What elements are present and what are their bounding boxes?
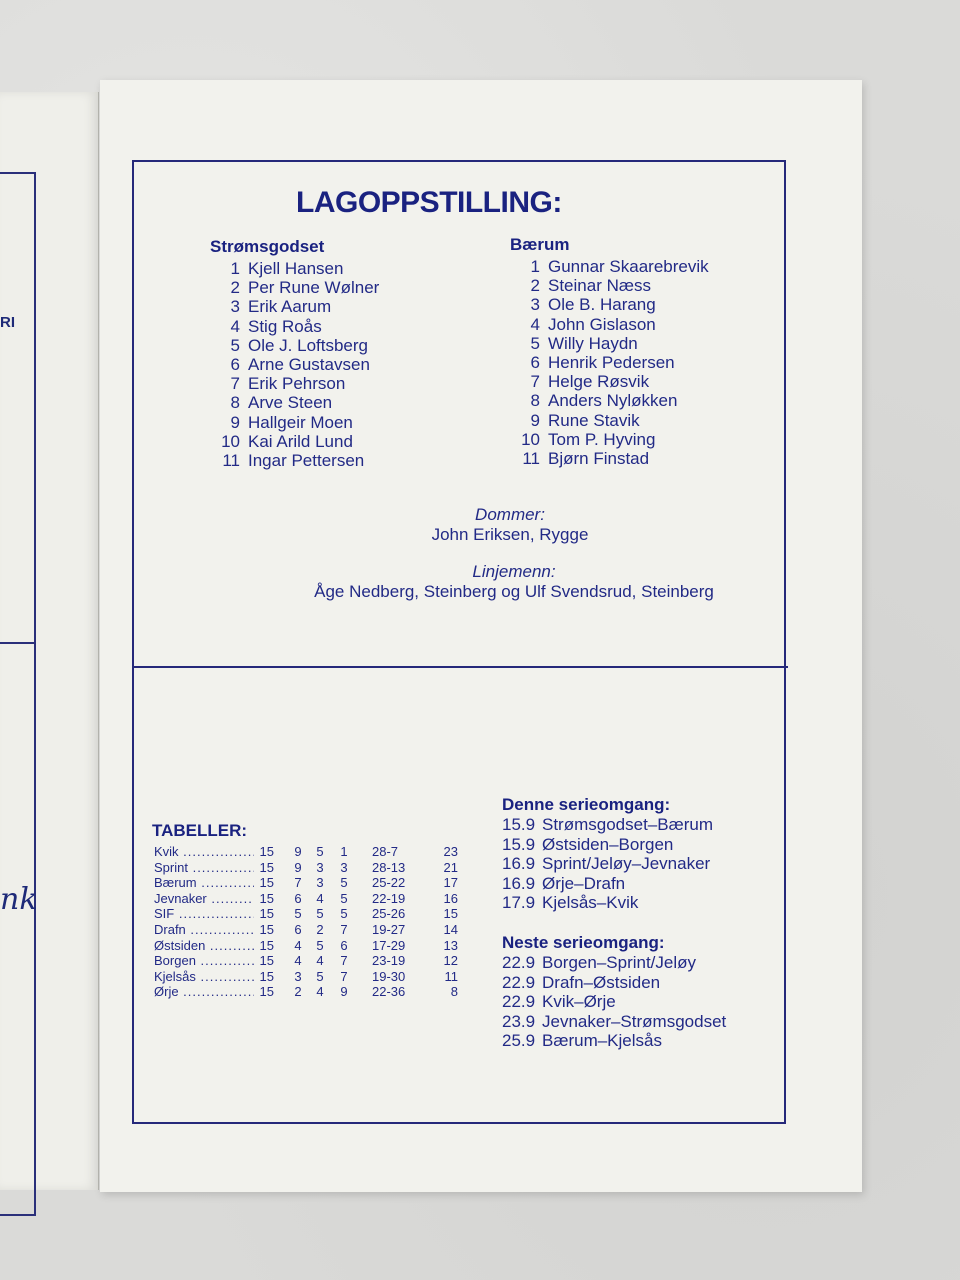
standings-draws: 5 — [316, 968, 324, 984]
standings-points: 17 — [443, 875, 458, 891]
player-name: Erik Pehrson — [248, 374, 346, 394]
standings-goals: 28-13 — [372, 859, 406, 875]
player-number: 7 — [530, 372, 540, 392]
standings-losses: 9 — [340, 984, 348, 1000]
standings-losses: 3 — [340, 859, 348, 875]
fixture-date: 25.9 — [502, 1031, 536, 1051]
fixture-date: 15.9 — [502, 834, 536, 854]
standings-team-name: Drafn — [154, 921, 186, 937]
away-player-row — [510, 372, 709, 391]
left-page — [0, 92, 99, 1190]
player-name: Stig Roås — [248, 316, 322, 336]
player-name: Gunnar Skaarebrevik — [548, 257, 709, 276]
standings-points: 13 — [443, 937, 458, 953]
fixture-row — [502, 953, 726, 973]
fixture-teams: Bærum–Kjelsås — [542, 1031, 662, 1051]
standings-draws: 4 — [316, 953, 324, 969]
player-number: 9 — [530, 410, 540, 430]
referee-block — [240, 505, 780, 545]
player-name: Per Rune Wølner — [248, 278, 380, 298]
left-page-fragment-text: RI — [0, 314, 15, 331]
standings-points: 12 — [443, 953, 458, 969]
standings-losses: 6 — [340, 937, 348, 953]
standings-wins: 4 — [294, 937, 302, 953]
standings-goals: 22-19 — [372, 890, 406, 906]
fixture-row — [502, 893, 713, 913]
standings-points: 23 — [443, 844, 458, 859]
standings-draws: 5 — [316, 906, 324, 922]
standings-draws: 3 — [316, 859, 324, 875]
player-number: 9 — [230, 412, 240, 432]
standings-wins: 9 — [294, 844, 302, 859]
standings-title: TABELLER: — [152, 821, 248, 840]
away-player-row — [510, 430, 709, 449]
standings-wins: 7 — [294, 875, 302, 891]
fixture-row — [502, 835, 713, 855]
player-name: Ole J. Loftsberg — [248, 335, 369, 355]
standings-team-name: Østsiden — [154, 937, 206, 953]
away-player-row — [510, 391, 709, 410]
standings-draws: 4 — [316, 984, 324, 1000]
referee-label: Dommer: — [475, 505, 545, 524]
standings-team-name: Bærum — [154, 875, 197, 891]
player-number: 6 — [530, 352, 540, 372]
player-name: Steinar Næss — [548, 276, 651, 296]
standings-team-name: Borgen — [154, 953, 196, 969]
player-number: 3 — [530, 295, 540, 315]
standings-losses: 5 — [340, 890, 348, 906]
fixture-date: 16.9 — [502, 854, 536, 874]
player-name: Arne Gustavsen — [248, 354, 370, 374]
standings-losses: 5 — [340, 875, 348, 891]
player-number: 5 — [230, 335, 240, 355]
standings-played: 15 — [254, 891, 274, 907]
player-number: 10 — [521, 429, 540, 449]
standings-played: 15 — [254, 875, 274, 891]
standings-played: 15 — [254, 969, 274, 985]
fixture-row — [502, 1031, 726, 1051]
player-number: 2 — [530, 276, 540, 296]
standings-wins: 6 — [294, 890, 302, 906]
player-number: 8 — [230, 393, 240, 413]
fixture-teams: Østsiden–Borgen — [542, 834, 674, 854]
standings-draws: 3 — [316, 875, 324, 891]
away-team-lineup — [510, 235, 709, 468]
standings-team-name: Jevnaker — [154, 890, 207, 906]
standings-goals: 19-30 — [372, 968, 406, 984]
fixture-date: 22.9 — [502, 972, 536, 992]
player-name: Helge Røsvik — [548, 372, 650, 392]
fixture-teams: Ørje–Drafn — [542, 873, 626, 893]
away-player-row — [510, 295, 709, 314]
standings-wins: 6 — [294, 921, 302, 937]
standings-points: 21 — [443, 859, 458, 875]
away-player-row — [510, 315, 709, 334]
linesmen-block — [244, 562, 784, 602]
fixture-teams: Kjelsås–Kvik — [542, 893, 639, 913]
player-number: 7 — [230, 374, 240, 394]
linesmen-label: Linjemenn: — [472, 562, 556, 581]
away-player-row — [510, 334, 709, 353]
fixture-row — [502, 973, 726, 993]
player-name: Kjell Hansen — [248, 259, 344, 278]
standings-goals: 17-29 — [372, 937, 406, 953]
away-player-row — [510, 257, 709, 276]
standings-goals: 23-19 — [372, 953, 406, 969]
standings-draws: 2 — [316, 921, 324, 937]
home-player-row — [210, 317, 379, 336]
fixture-teams: Borgen–Sprint/Jeløy — [542, 953, 697, 972]
standings-losses: 7 — [340, 921, 348, 937]
fixture-row — [502, 874, 713, 894]
player-name: Erik Aarum — [248, 297, 332, 317]
player-name: Tom P. Hyving — [548, 429, 656, 449]
standings-losses: 7 — [340, 953, 348, 969]
standings-wins: 9 — [294, 859, 302, 875]
standings-points: 8 — [450, 984, 458, 1000]
home-player-row — [210, 432, 379, 451]
fixture-row — [502, 854, 713, 874]
player-number: 3 — [230, 297, 240, 317]
next-round-title: Neste serieomgang: — [502, 933, 665, 952]
player-name: Bjørn Finstad — [548, 448, 650, 468]
left-page-divider — [0, 642, 34, 644]
standings-played: 15 — [254, 906, 274, 922]
standings-played: 15 — [254, 984, 274, 1000]
standings-team-name: Kjelsås — [154, 968, 196, 984]
player-number: 5 — [530, 333, 540, 353]
standings-goals: 25-22 — [372, 875, 406, 891]
home-player-row — [210, 451, 379, 470]
player-name: John Gislason — [548, 314, 656, 334]
fixture-date: 16.9 — [502, 873, 536, 893]
away-player-row — [510, 276, 709, 295]
player-number: 11 — [222, 450, 240, 470]
standings-wins: 3 — [294, 968, 302, 984]
this-round-fixtures — [502, 795, 713, 913]
player-name: Ingar Pettersen — [248, 450, 365, 470]
fixture-row — [502, 815, 713, 835]
standings-goals: 28-7 — [372, 844, 399, 859]
player-number: 6 — [230, 354, 240, 374]
away-player-row — [510, 353, 709, 372]
home-player-row — [210, 374, 379, 393]
player-number: 4 — [530, 314, 540, 334]
home-player-row — [210, 278, 379, 297]
standings-losses: 7 — [340, 968, 348, 984]
away-team-name: Bærum — [510, 235, 570, 254]
standings-goals: 25-26 — [372, 906, 406, 922]
player-name: Arve Steen — [248, 393, 333, 413]
player-number: 8 — [530, 391, 540, 411]
player-name: Anders Nyløkken — [548, 391, 678, 411]
page-title: LAGOPPSTILLING: — [296, 186, 562, 219]
standings-played: 15 — [254, 860, 274, 876]
player-name: Kai Arild Lund — [248, 431, 353, 451]
standings-goals: 19-27 — [372, 921, 406, 937]
standings-losses: 1 — [340, 844, 348, 859]
standings-points: 16 — [443, 890, 458, 906]
standings-team-name: Sprint — [154, 859, 188, 875]
home-player-row — [210, 297, 379, 316]
standings-draws: 4 — [316, 890, 324, 906]
fixture-teams: Jevnaker–Strømsgodset — [542, 1011, 727, 1031]
home-player-row — [210, 259, 379, 278]
standings-goals: 22-36 — [372, 984, 406, 1000]
referee-name: John Eriksen, Rygge — [431, 525, 589, 544]
fixture-date: 22.9 — [502, 992, 536, 1012]
home-player-list — [210, 259, 379, 470]
standings-losses: 5 — [340, 906, 348, 922]
player-number: 10 — [221, 431, 240, 451]
player-name: Henrik Pedersen — [548, 352, 675, 372]
player-number: 4 — [230, 316, 240, 336]
standings-played: 15 — [254, 953, 274, 969]
fixture-teams: Drafn–Østsiden — [542, 972, 661, 992]
standings-points: 15 — [443, 906, 458, 922]
fixture-teams: Strømsgodset–Bærum — [542, 815, 713, 834]
fixture-date: 23.9 — [502, 1011, 536, 1031]
player-number: 1 — [230, 259, 240, 278]
standings-draws: 5 — [316, 844, 324, 859]
player-number: 2 — [230, 278, 240, 298]
fixture-teams: Kvik–Ørje — [542, 992, 616, 1012]
home-team-lineup — [210, 237, 379, 470]
fixture-teams: Sprint/Jeløy–Jevnaker — [542, 854, 711, 874]
standings-team-name: Ørje — [154, 984, 179, 1000]
standings-team-name: Kvik — [154, 844, 179, 859]
home-player-row — [210, 413, 379, 432]
linesmen-names: Åge Nedberg, Steinberg og Ulf Svendsrud, Steinberg — [314, 582, 714, 601]
left-page-script-fragment: nk — [0, 882, 38, 917]
standings-team-name: SIF — [154, 906, 175, 922]
player-name: Willy Haydn — [548, 333, 638, 353]
player-number: 11 — [522, 448, 540, 468]
this-round-title: Denne serieomgang: — [502, 795, 671, 814]
standings-played: 15 — [254, 938, 274, 954]
away-player-row — [510, 449, 709, 468]
frame-divider — [132, 666, 788, 668]
standings-points: 11 — [444, 968, 458, 984]
standings-wins: 4 — [294, 953, 302, 969]
standings-played: 15 — [254, 844, 274, 860]
home-player-row — [210, 393, 379, 412]
standings-wins: 5 — [294, 906, 302, 922]
fixture-row — [502, 1012, 726, 1032]
player-name: Hallgeir Moen — [248, 412, 353, 432]
home-player-row — [210, 355, 379, 374]
standings-wins: 2 — [294, 984, 302, 1000]
player-name: Rune Stavik — [548, 410, 640, 430]
home-player-row — [210, 336, 379, 355]
fixture-date: 17.9 — [502, 893, 536, 913]
fixture-date: 22.9 — [502, 953, 536, 972]
player-number: 1 — [530, 257, 540, 276]
player-name: Ole B. Harang — [548, 295, 656, 315]
fixture-row — [502, 992, 726, 1012]
standings-points: 14 — [443, 921, 458, 937]
standings-played: 15 — [254, 922, 274, 938]
away-player-row — [510, 411, 709, 430]
away-player-list — [510, 257, 709, 468]
home-team-name: Strømsgodset — [210, 237, 325, 256]
standings-draws: 5 — [316, 937, 324, 953]
next-round-fixtures — [502, 933, 726, 1051]
fixture-date: 15.9 — [502, 815, 536, 834]
